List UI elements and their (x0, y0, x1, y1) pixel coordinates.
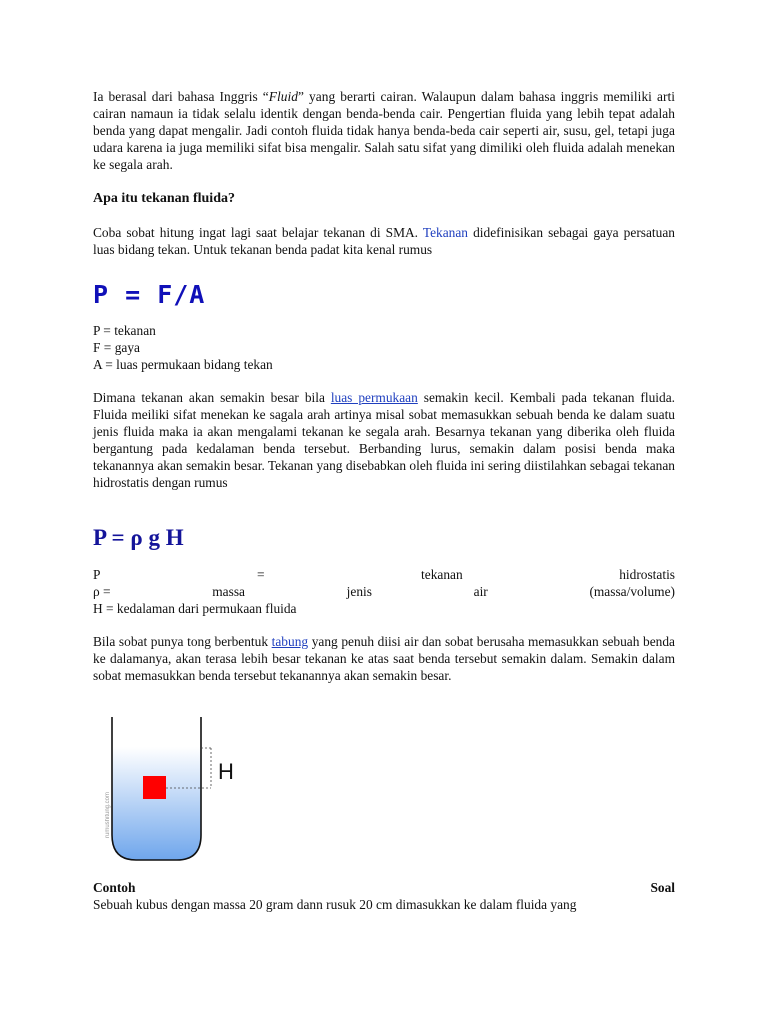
def-word: jenis (346, 584, 372, 599)
formula-hydrostatic: P = ρ g H (93, 525, 184, 550)
intro-text-start: Ia berasal dari bahasa Inggris “ (93, 89, 269, 104)
tank-text-rest: yang penuh diisi air dan sobat berusaha memasukkan sebuah benda ke dalamanya, akan terasa lebih besar tekanan ke atas saat benda tersebut semakin dalam. Semakin dalam sobat memasukkan benda tersebut tekanannya akan semakin besar. (93, 634, 675, 683)
fluid-pressure-paragraph (93, 389, 675, 491)
intro-text-rest: ” yang berarti cairan. Walaupun dalam bahasa inggris memiliki arti cairan namaun ia tidak selalu identik dengan benda-benda cair. Pengertian fluida yang lebih tepat adalah benda yang dapat mengalir. Jadi contoh fluida tidak hanya benda-beda cair seperti air, susu, gel, tetapi juga udara karena ia juga memiliki sifat bisa mengalir. Salah satu sifat yang dimiliki oleh fluida adalah menekan ke segala arah. (93, 89, 675, 172)
definition-a: A = luas permukaan bidang tekan (93, 357, 273, 372)
def-word: massa (212, 584, 245, 599)
def-symbol: P (93, 567, 101, 582)
fluid-term: Fluid (268, 89, 299, 104)
submerged-block (143, 776, 166, 799)
example-paragraph: Sebuah kubus dengan massa 20 gram dann rusuk 20 cm dimasukkan ke dalam fluida yang (93, 897, 577, 912)
tekanan-link[interactable]: Tekanan (422, 225, 469, 240)
hydrostatic-definitions (93, 566, 675, 617)
definition-p: P = tekanan (93, 323, 156, 338)
tabung-link[interactable]: tabung (271, 634, 309, 649)
fluid-pressure-text-rest: semakin kecil. Kembali pada tekanan fluida. Fluida meiliki sifat menekan ke sagala arah artinya misal sobat memasukkan sebuah benda ke dalam suatu jenis fluida maka ia akan mengalami tekanan ke segala arah. Besarnya tekanan yang diberika oleh fluida bergantung pada kedalaman benda tersebut. Berbanding lurus, semakin dalam posisi benda maka tekanannya akan semakin besar. Tekanan yang disebabkan oleh fluida ini sering diistilahkan sebagai tekanan hidrostatis dengan rumus (93, 390, 675, 490)
tank-paragraph (93, 633, 675, 684)
pressure-paragraph (93, 224, 675, 258)
formula-pressure: P = F/A (93, 280, 206, 309)
fluid-pressure-text-start: Dimana tekanan akan semakin besar bila (93, 390, 331, 405)
def-symbol: ρ = (93, 584, 111, 599)
problem-label: Soal (650, 880, 675, 895)
definition-row-rho (93, 583, 675, 600)
def-word: (massa/volume) (589, 584, 675, 599)
def-word: hidrostatis (619, 567, 675, 582)
watermark: rumushitung.com (105, 791, 111, 838)
definition-row-p (93, 566, 675, 583)
pressure-text-start: Coba sobat hitung ingat lagi saat belajar tekanan di SMA. (93, 225, 423, 240)
tank-text-start: Bila sobat punya tong berbentuk (93, 634, 272, 649)
example-label: Contoh (93, 880, 136, 895)
formula-definitions (93, 322, 273, 373)
example-heading (93, 879, 675, 896)
depth-label: H (218, 759, 234, 784)
intro-paragraph (93, 88, 675, 173)
definition-row-h: H = kedalaman dari permukaan fluida (93, 601, 297, 616)
tank-figure (105, 715, 245, 865)
pressure-text-rest: didefinisikan sebagai gaya persatuan luas bidang tekan. Untuk tekanan benda padat kita kenal rumus (93, 225, 675, 257)
section-heading: Apa itu tekanan fluida? (93, 191, 235, 206)
luas-permukaan-link[interactable]: luas permukaan (330, 390, 418, 405)
def-equals: = (256, 567, 265, 582)
def-word: air (473, 584, 488, 599)
water-fill (112, 747, 201, 860)
definition-f: F = gaya (93, 340, 140, 355)
def-word: tekanan (421, 567, 463, 582)
